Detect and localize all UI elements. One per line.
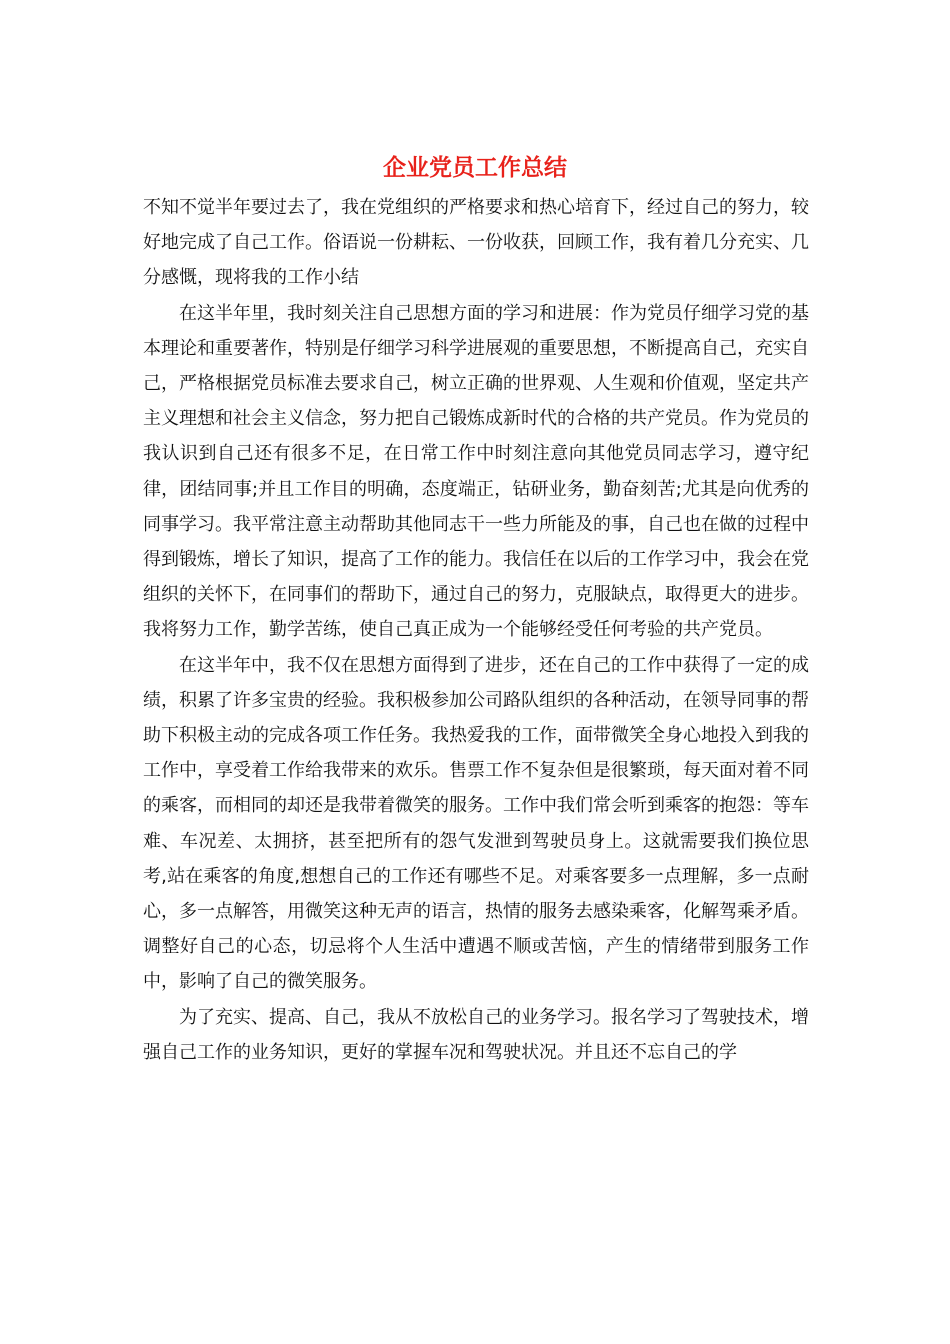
paragraph-work: 在这半年中，我不仅在思想方面得到了进步，还在自己的工作中获得了一定的成绩，积累了许多宝贵的经验。我积极参加公司路队组织的各种活动，在领导同事的帮助下积极主动的完成各项工作任务。我热爱我的工作，面带微笑全身心地投入到我的工作中，享受着工作给我带来的欢乐。售票工作不复杂但是很繁琐，每天面对着不同的乘客，而相同的却还是我带着微笑的服务。工作中我们常会听到乘客的抱怨：等车难、车况差、太拥挤，甚至把所有的怨气发泄到驾驶员身上。这就需要我们换位思考,站在乘客的角度,想想自己的工作还有哪些不足。对乘客要多一点理解，多一点耐心，多一点解答，用微笑这种无声的语言，热情的服务去感染乘客，化解驾乘矛盾。调整好自己的心态，切忌将个人生活中遭遇不顺或苦恼，产生的情绪带到服务工作中，影响了自己的微笑服务。 [143, 654, 809, 993]
paragraph-ideology: 在这半年里，我时刻关注自己思想方面的学习和进展：作为党员仔细学习党的基本理论和重要著作，特别是仔细学习科学进展观的重要思想，不断提高自己，充实自己，严格根据党员标准去要求自己，树立正确的世界观、人生观和价值观，坚定共产主义理想和社会主义信念，努力把自己锻炼成新时代的合格的共产党员。作为党员的我认识到自己还有很多不足，在日常工作中时刻注意向其他党员同志学习，遵守纪律，团结同事;并且工作目的明确，态度端正，钻研业务，勤奋刻苦;尤其是向优秀的同事学习。我平常注意主动帮助其他同志干一些力所能及的事，自己也在做的过程中得到锻炼，增长了知识，提高了工作的能力。我信任在以后的工作学习中，我会在党组织的关怀下，在同事们的帮助下，通过自己的努力，克服缺点，取得更大的进步。我将努力工作，勤学苦练，使自己真正成为一个能够经受任何考验的共产党员。 [143, 302, 809, 641]
paragraph-intro: 不知不觉半年要过去了，我在党组织的严格要求和热心培育下，经过自己的努力，较好地完成了自己工作。俗语说一份耕耘、一份收获，回顾工作，我有着几分充实、几分感慨，现将我的工作小结 [143, 197, 809, 289]
document-title: 企业党员工作总结 [383, 154, 567, 181]
paragraph-study: 为了充实、提高、自己，我从不放松自己的业务学习。报名学习了驾驶技术，增强自己工作的业务知识，更好的掌握车况和驾驶状况。并且还不忘自己的学 [143, 1006, 809, 1063]
document-body [143, 190, 809, 1070]
